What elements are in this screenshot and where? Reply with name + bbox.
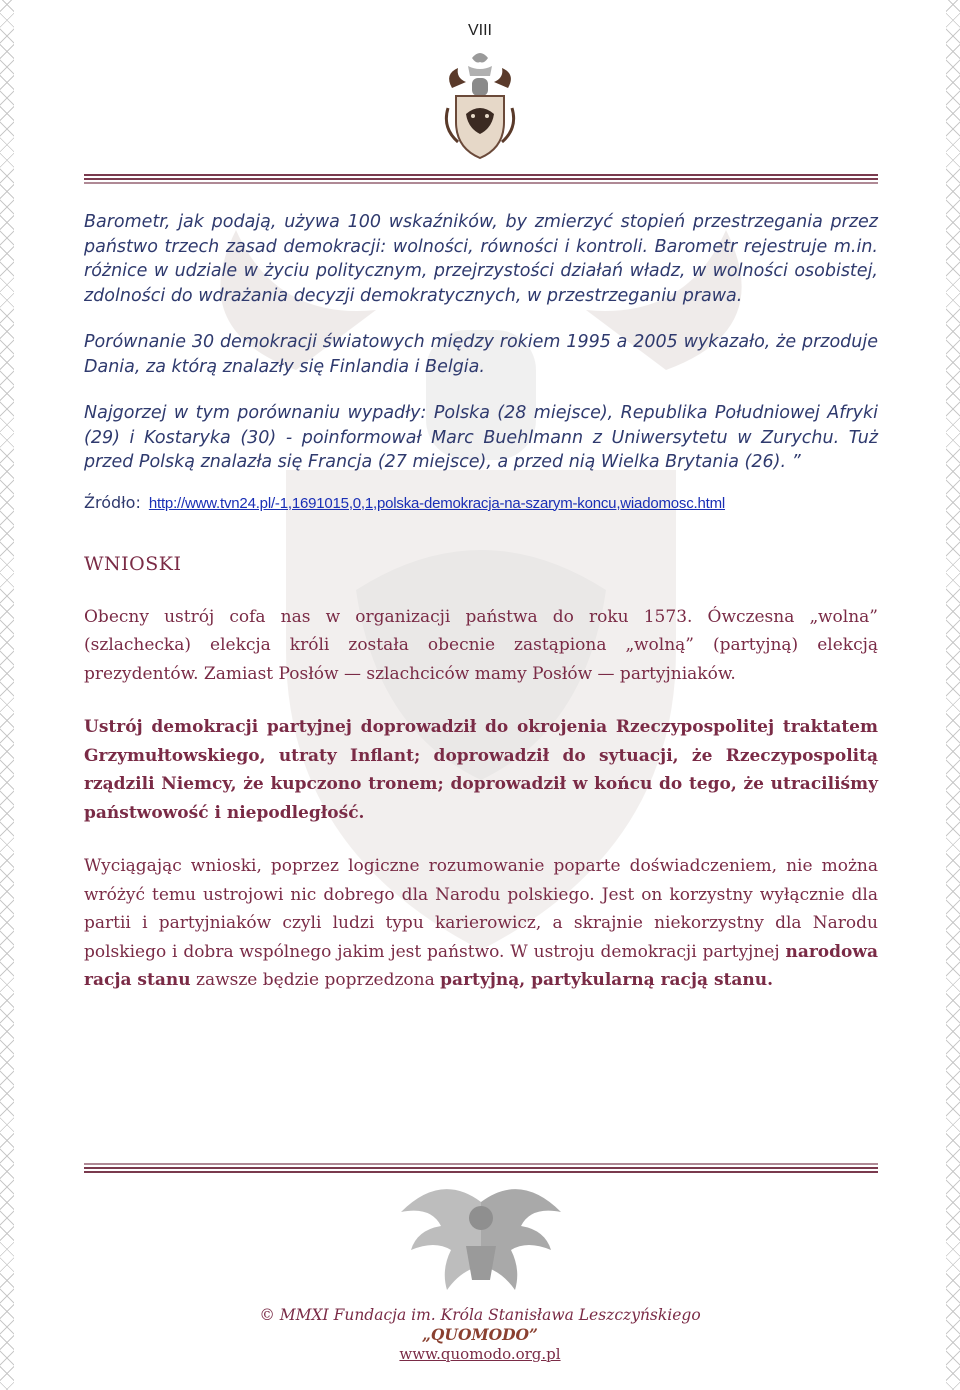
conclusion-paragraph-1: Obecny ustrój cofa nas w organizacji państwa do roku 1573. Ówczesna „wolna” (szlachecka) elekcja króli została obecnie zastąpiona „wolną” (partyjną) elekcją prezydentów. Zamiast Posłów — szlachciców mamy Posłów — partyjniaków. [84,606,878,684]
conclusion-paragraph-2: Ustrój demokracji partyjnej doprowadził do okrojenia Rzeczypospolitej traktatem Grzymułtowskiego, utraty Inflant; doprowadził do sytuacji, że Rzeczypospolitą rządzili Niemcy, że kupczono tronem; doprowadził w końcu do tego, że utraciliśmy państwowość i niepodległość. [84,717,878,823]
footer-website [0,1344,960,1364]
paragraph-barometr: Barometr, jak podają, używa 100 wskaźników, by zmierzyć stopień przestrzegania przez państwo trzech zasad demokracji: wolności, równości i kontroli. Barometr rejestruje m.in. różnice w udziale w życiu politycznym, przejrzystości działań władz, w wolności osobistej, zdolności do wdrażania decyzji demokratycznych, w przestrzeganiu prawa. [84,212,878,306]
source-link[interactable]: http://www.tvn24.pl/-1,1691015,0,1,polska-demokracja-na-szarym-koncu,wiadomosc.html [148,494,726,512]
footer-quomodo: „QUOMODO” [422,1325,538,1344]
page-border-right [946,0,960,1390]
p3-text-c: zawsze będzie poprzedzona [190,970,441,990]
p3-text-a: Wyciągając wnioski, poprzez logiczne rozumowanie poparte doświadczeniem, nie można wróżyć temu ustrojowi nic dobrego dla Narodu polskiego. Jest on korzystny wyłącznie dla partii i partyjniaków czyli ludzi typu karierowicz, a skrajnie niekorzystny dla Narodu polskiego i dobra wspólnego jakim jest państwo. W ustroju demokracji partyjnej [84,856,878,962]
page-content [84,210,878,995]
paragraph-ranking: Najgorzej w tym porównaniu wypadły: Polska (28 miejsce), Republika Południowej Afryki (29) i Kostaryka (30) - poinformował Marc Buehlmann z Uniwersytetu w Zurychu. Tuż przed Polską znalazła się Francja (27 miejsce), a przed nią Wielka Brytania (26). ” [84,403,878,472]
coat-of-arms-icon [442,48,518,162]
section-heading: WNIOSKI [84,552,182,575]
source-line [84,493,878,519]
decorative-rule-top [84,174,878,186]
eagle-ornament-icon [386,1182,576,1292]
conclusion-paragraph-3 [84,852,878,995]
paragraph-comparison: Porównanie 30 demokracji światowych między rokiem 1995 a 2005 wykazało, że przoduje Dania, za którą znalazły się Finlandia i Belgia. [84,332,878,377]
footer [0,1305,960,1364]
source-label: Źródło: [84,492,141,512]
footer-website-link[interactable]: www.quomodo.org.pl [399,1345,561,1363]
page-border-left [0,0,14,1390]
decorative-rule-bottom [84,1163,878,1175]
p3-bold-d: partyjną, partykularną racją stanu. [440,970,774,990]
page-number: VIII [467,22,492,39]
p3-bold-b: narodowa racja stanu [84,941,878,990]
footer-copyright: © MMXI Fundacja im. Króla Stanisława Leszczyńskiego [259,1306,701,1324]
